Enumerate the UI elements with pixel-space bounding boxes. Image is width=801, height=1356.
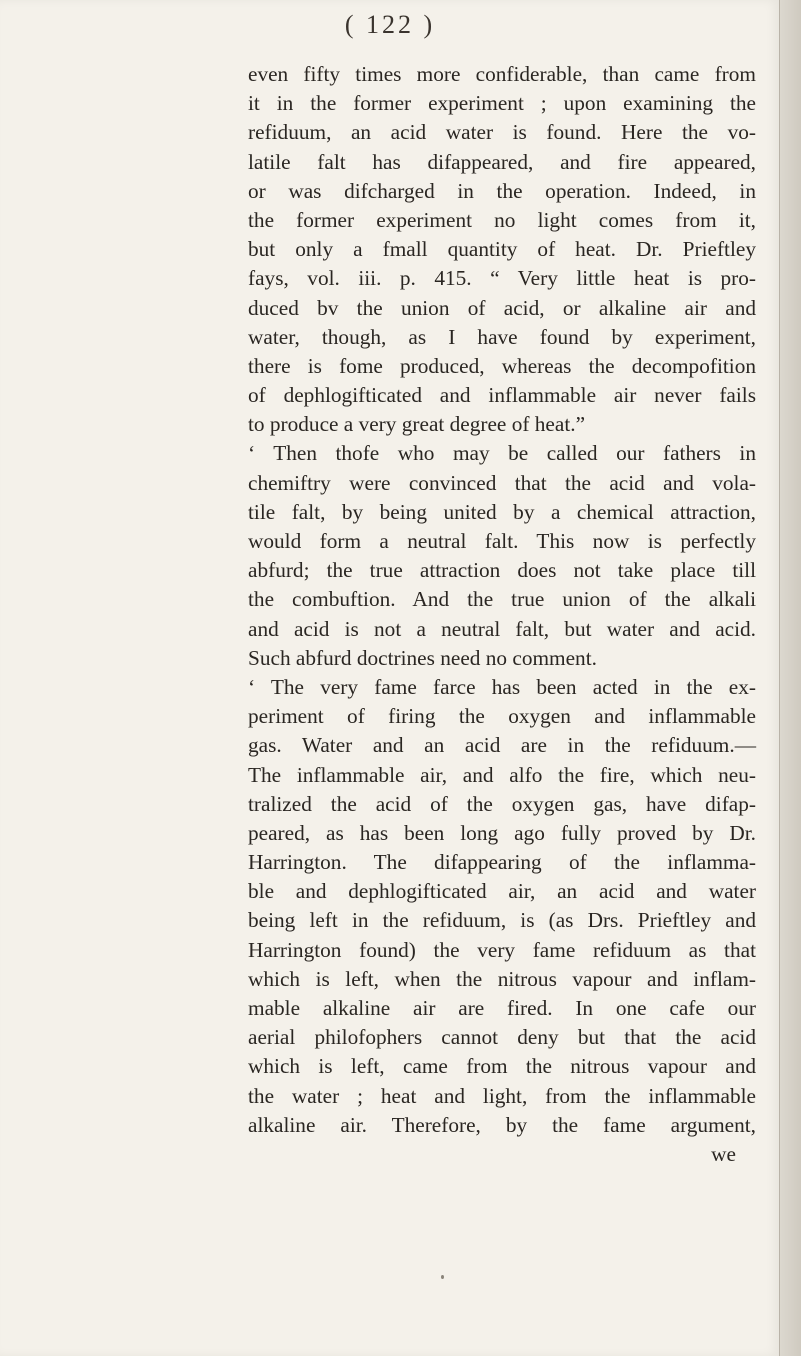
text-line: gas. Water and an acid are in the refiduum.— [248,733,756,758]
paper-speck [441,1275,444,1279]
text-line: ble and dephlogifticated air, an acid and water [248,879,756,904]
text-line: refiduum, an acid water is found. Here the vo- [248,120,756,145]
text-line: mable alkaline air are fired. In one cafe our [248,996,756,1020]
text-line: would form a neutral falt. This now is perfectly [248,529,756,553]
text-line: The inflammable air, and alfo the fire, which neu- [248,762,756,787]
body-text [248,60,756,1169]
text-line: water, though, as I have found by experiment, [248,324,756,349]
text-line: and acid is not a neutral falt, but water and acid. [248,616,756,641]
text-line: Harrington found) the very fame refiduum as that [248,937,756,962]
text-line: but only a fmall quantity of heat. Dr. Prieftley [248,237,756,262]
text-line: being left in the refiduum, is (as Drs. Prieftley and [248,908,756,933]
text-line: chemiftry were convinced that the acid and vola- [248,470,756,495]
text-line: abfurd; the true attraction does not take place till [248,558,756,583]
text-line: aerial philofophers cannot deny but that the acid [248,1025,756,1050]
text-line: which is left, came from the nitrous vapour and [248,1054,756,1079]
page-edge [779,0,801,1356]
text-line: peared, as has been long ago fully proved by Dr. [248,820,756,845]
text-line: periment of firing the oxygen and inflammable [248,704,756,729]
text-line: tile falt, by being united by a chemical attraction, [248,499,756,524]
text-line: alkaline air. Therefore, by the fame argument, [248,1112,756,1137]
text-line: of dephlogifticated and inflammable air never fails [248,383,756,408]
text-line: there is fome produced, whereas the decompofition [248,353,756,378]
text-line: tralized the acid of the oxygen gas, have difap- [248,791,756,816]
text-line: ‘ Then thofe who may be called our fathers in [248,441,756,466]
text-line: Harrington. The difappearing of the inflamma- [248,850,756,875]
text-line: the combuftion. And the true union of the alkali [248,587,756,612]
text-line: even fifty times more confiderable, than came from [248,62,756,86]
text-line: it in the former experiment ; upon examining the [248,91,756,116]
page-number: ( 122 ) [344,10,436,39]
text-line: or was difcharged in the operation. Indeed, in [248,178,756,203]
text-line: duced bv the union of acid, or alkaline air and [248,295,756,320]
text-line: the water ; heat and light, from the inflammable [248,1083,756,1108]
text-line: ‘ The very fame farce has been acted in the ex- [248,674,756,699]
text-line: to produce a very great degree of heat.” [248,412,586,437]
text-line: latile falt has difappeared, and fire appeared, [248,149,756,174]
text-line: which is left, when the nitrous vapour and inflam- [248,966,756,991]
text-line: Such abfurd doctrines need no comment. [248,645,597,670]
catchword: we [711,1141,736,1166]
text-line: fays, vol. iii. p. 415. “ Very little heat is pro- [248,266,756,291]
text-line: the former experiment no light comes from it, [248,207,756,232]
